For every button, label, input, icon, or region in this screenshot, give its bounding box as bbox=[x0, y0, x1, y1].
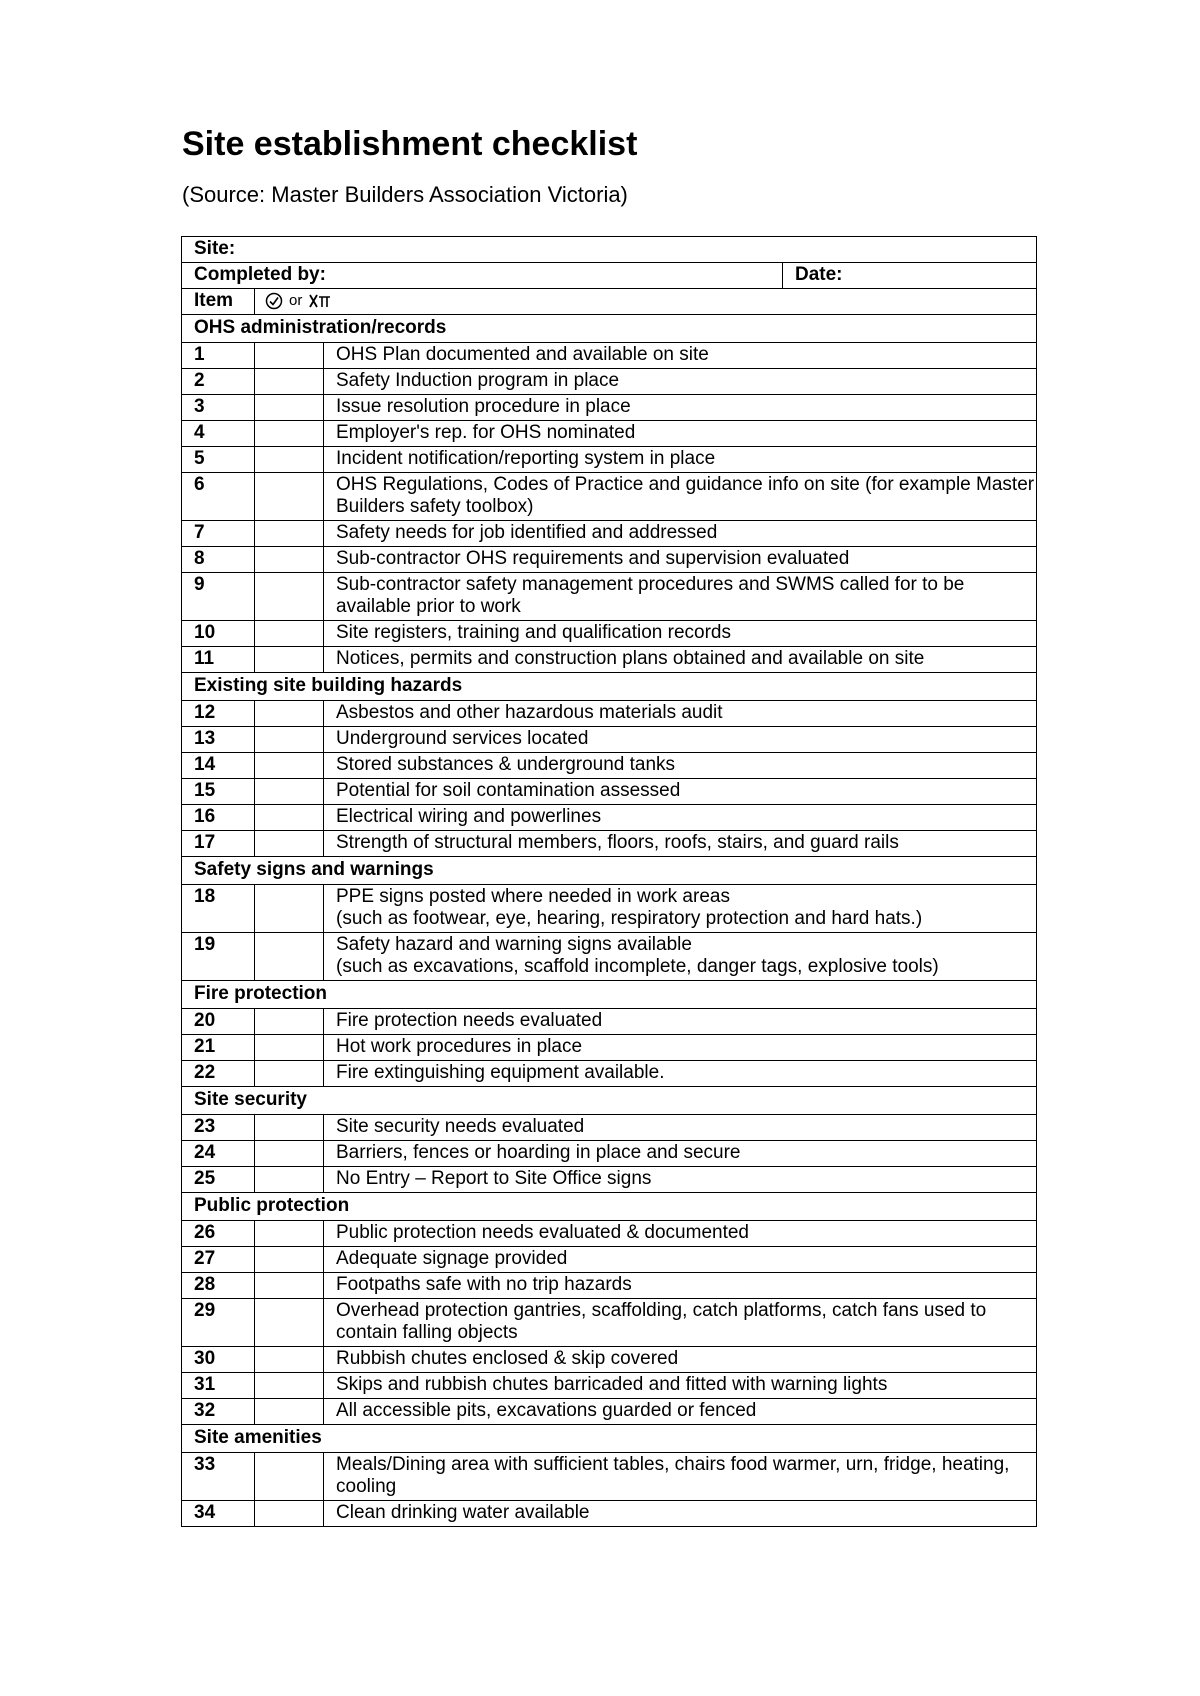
item-text: Meals/Dining area with sufficient tables, chairs food warmer, urn, fridge, heating, cooling bbox=[336, 1454, 1010, 1497]
item-number: 27 bbox=[182, 1247, 255, 1273]
item-description bbox=[324, 647, 1037, 673]
item-number: 5 bbox=[182, 447, 255, 473]
status-cell[interactable] bbox=[255, 701, 324, 727]
item-text: Hot work procedures in place bbox=[336, 1036, 583, 1057]
item-description bbox=[324, 1399, 1037, 1425]
site-label: Site: bbox=[194, 238, 236, 259]
item-description bbox=[324, 831, 1037, 857]
item-number: 31 bbox=[182, 1373, 255, 1399]
item-text: Fire protection needs evaluated bbox=[336, 1010, 603, 1031]
item-text: Skips and rubbish chutes barricaded and fitted with warning lights bbox=[336, 1374, 888, 1395]
status-cell[interactable] bbox=[255, 1167, 324, 1193]
section-heading: Existing site building hazards bbox=[182, 673, 1037, 701]
checklist-item-row bbox=[182, 1299, 1037, 1347]
checklist-item-row bbox=[182, 1273, 1037, 1299]
status-cell[interactable] bbox=[255, 1399, 324, 1425]
checklist-item-row bbox=[182, 1221, 1037, 1247]
item-description bbox=[324, 1167, 1037, 1193]
item-description bbox=[324, 547, 1037, 573]
item-description bbox=[324, 779, 1037, 805]
checklist-item-row bbox=[182, 1061, 1037, 1087]
item-text: Employer's rep. for OHS nominated bbox=[336, 422, 636, 443]
item-text: Barriers, fences or hoarding in place and secure bbox=[336, 1142, 741, 1163]
item-number: 8 bbox=[182, 547, 255, 573]
item-text: Notices, permits and construction plans obtained and available on site bbox=[336, 648, 925, 669]
item-description bbox=[324, 395, 1037, 421]
item-number: 33 bbox=[182, 1453, 255, 1501]
checklist-item-row bbox=[182, 753, 1037, 779]
section-heading: OHS administration/records bbox=[182, 315, 1037, 343]
item-number: 28 bbox=[182, 1273, 255, 1299]
item-number: 15 bbox=[182, 779, 255, 805]
item-text: Issue resolution procedure in place bbox=[336, 396, 631, 417]
checklist-item-row bbox=[182, 1501, 1037, 1527]
checklist-item-row bbox=[182, 421, 1037, 447]
item-description bbox=[324, 1115, 1037, 1141]
status-cell[interactable] bbox=[255, 1273, 324, 1299]
item-text: Adequate signage provided bbox=[336, 1248, 568, 1269]
section-heading-row bbox=[182, 981, 1037, 1009]
checklist-item-row bbox=[182, 1035, 1037, 1061]
status-cell[interactable] bbox=[255, 473, 324, 521]
source-note: (Source: Master Builders Association Victoria) bbox=[182, 182, 628, 207]
item-header-row bbox=[182, 289, 1037, 315]
item-description bbox=[324, 1247, 1037, 1273]
checklist-item-row bbox=[182, 447, 1037, 473]
item-number: 32 bbox=[182, 1399, 255, 1425]
checklist-item-row bbox=[182, 1115, 1037, 1141]
item-description bbox=[324, 1061, 1037, 1087]
status-cell[interactable] bbox=[255, 779, 324, 805]
item-number: 10 bbox=[182, 621, 255, 647]
item-description bbox=[324, 1453, 1037, 1501]
status-cell[interactable] bbox=[255, 885, 324, 933]
status-cell[interactable] bbox=[255, 1299, 324, 1347]
item-text: Safety Induction program in place bbox=[336, 370, 620, 391]
date-label: Date: bbox=[795, 264, 843, 285]
completed-by-label: Completed by: bbox=[194, 264, 326, 285]
status-cell[interactable] bbox=[255, 831, 324, 857]
status-cell[interactable] bbox=[255, 573, 324, 621]
item-description bbox=[324, 447, 1037, 473]
item-text: OHS Regulations, Codes of Practice and guidance info on site (for example Master Builders safety toolbox) bbox=[336, 474, 1035, 517]
checklist-item-row bbox=[182, 621, 1037, 647]
status-cell[interactable] bbox=[255, 1061, 324, 1087]
checklist-item-row bbox=[182, 933, 1037, 981]
status-cell[interactable] bbox=[255, 621, 324, 647]
item-text: Clean drinking water available bbox=[336, 1502, 590, 1523]
checklist-item-row bbox=[182, 885, 1037, 933]
checklist-item-row bbox=[182, 369, 1037, 395]
item-description bbox=[324, 1299, 1037, 1347]
section-heading-row bbox=[182, 1193, 1037, 1221]
item-number: 24 bbox=[182, 1141, 255, 1167]
item-text: Site security needs evaluated bbox=[336, 1116, 585, 1137]
checklist-item-row bbox=[182, 521, 1037, 547]
item-number: 18 bbox=[182, 885, 255, 933]
item-text: Overhead protection gantries, scaffolding, catch platforms, catch fans used to contain falling objects bbox=[336, 1300, 987, 1343]
status-cell[interactable] bbox=[255, 447, 324, 473]
item-number: 25 bbox=[182, 1167, 255, 1193]
section-heading: Fire protection bbox=[182, 981, 1037, 1009]
status-cell[interactable] bbox=[255, 1373, 324, 1399]
item-number: 9 bbox=[182, 573, 255, 621]
item-number: 29 bbox=[182, 1299, 255, 1347]
section-heading-row bbox=[182, 1425, 1037, 1453]
status-cell[interactable] bbox=[255, 933, 324, 981]
status-cell[interactable] bbox=[255, 421, 324, 447]
item-text: Potential for soil contamination assessed bbox=[336, 780, 681, 801]
cross-icon bbox=[308, 293, 332, 309]
item-description bbox=[324, 421, 1037, 447]
status-cell[interactable] bbox=[255, 1115, 324, 1141]
checklist-item-row bbox=[182, 547, 1037, 573]
item-number: 26 bbox=[182, 1221, 255, 1247]
checklist-item-row bbox=[182, 647, 1037, 673]
item-description bbox=[324, 1035, 1037, 1061]
checklist-item-row bbox=[182, 1373, 1037, 1399]
item-text: Sub-contractor OHS requirements and supervision evaluated bbox=[336, 548, 850, 569]
item-description bbox=[324, 343, 1037, 369]
item-number: 13 bbox=[182, 727, 255, 753]
item-text: Site registers, training and qualification records bbox=[336, 622, 731, 643]
status-cell[interactable] bbox=[255, 1501, 324, 1527]
item-text: Sub-contractor safety management procedures and SWMS called for to be available prior to work bbox=[336, 574, 965, 617]
item-description bbox=[324, 573, 1037, 621]
checklist-item-row bbox=[182, 1009, 1037, 1035]
item-number: 21 bbox=[182, 1035, 255, 1061]
checklist-item-row bbox=[182, 573, 1037, 621]
item-description bbox=[324, 727, 1037, 753]
date-field[interactable] bbox=[783, 263, 1037, 289]
status-cell[interactable] bbox=[255, 547, 324, 573]
checklist-item-row bbox=[182, 805, 1037, 831]
item-text-note: (such as excavations, scaffold incomplete, danger tags, explosive tools) bbox=[336, 956, 939, 977]
item-number: 19 bbox=[182, 933, 255, 981]
status-cell[interactable] bbox=[255, 369, 324, 395]
status-cell[interactable] bbox=[255, 1035, 324, 1061]
section-heading: Site security bbox=[182, 1087, 1037, 1115]
icon-separator: or bbox=[289, 292, 303, 309]
status-cell[interactable] bbox=[255, 343, 324, 369]
checklist-item-row bbox=[182, 1453, 1037, 1501]
item-text: Strength of structural members, floors, roofs, stairs, and guard rails bbox=[336, 832, 899, 853]
item-text-note: (such as footwear, eye, hearing, respiratory protection and hard hats.) bbox=[336, 908, 923, 929]
status-legend bbox=[255, 289, 1037, 315]
status-cell[interactable] bbox=[255, 1141, 324, 1167]
item-number: 20 bbox=[182, 1009, 255, 1035]
checklist-item-row bbox=[182, 831, 1037, 857]
checklist-body bbox=[182, 237, 1037, 1527]
checklist-item-row bbox=[182, 1167, 1037, 1193]
item-text: Safety hazard and warning signs available bbox=[336, 934, 692, 955]
item-description bbox=[324, 1501, 1037, 1527]
item-text: No Entry – Report to Site Office signs bbox=[336, 1168, 652, 1189]
checklist-item-row bbox=[182, 395, 1037, 421]
item-header bbox=[182, 289, 255, 315]
section-heading: Site amenities bbox=[182, 1425, 1037, 1453]
status-cell[interactable] bbox=[255, 1221, 324, 1247]
page-title: Site establishment checklist bbox=[182, 125, 638, 163]
status-cell[interactable] bbox=[255, 395, 324, 421]
item-number: 23 bbox=[182, 1115, 255, 1141]
item-text: Asbestos and other hazardous materials audit bbox=[336, 702, 723, 723]
item-description bbox=[324, 1141, 1037, 1167]
item-number: 2 bbox=[182, 369, 255, 395]
item-description bbox=[324, 1009, 1037, 1035]
item-description bbox=[324, 521, 1037, 547]
item-description bbox=[324, 753, 1037, 779]
item-number: 6 bbox=[182, 473, 255, 521]
item-text: Fire extinguishing equipment available. bbox=[336, 1062, 665, 1083]
status-cell[interactable] bbox=[255, 521, 324, 547]
item-number: 3 bbox=[182, 395, 255, 421]
item-text: All accessible pits, excavations guarded or fenced bbox=[336, 1400, 757, 1421]
item-number: 30 bbox=[182, 1347, 255, 1373]
section-heading-row bbox=[182, 1087, 1037, 1115]
checklist-item-row bbox=[182, 473, 1037, 521]
item-description bbox=[324, 369, 1037, 395]
status-cell[interactable] bbox=[255, 647, 324, 673]
section-heading: Public protection bbox=[182, 1193, 1037, 1221]
item-text: OHS Plan documented and available on site bbox=[336, 344, 709, 365]
item-text: Public protection needs evaluated & documented bbox=[336, 1222, 749, 1243]
item-number: 1 bbox=[182, 343, 255, 369]
item-number: 34 bbox=[182, 1501, 255, 1527]
checklist-item-row bbox=[182, 727, 1037, 753]
section-heading: Safety signs and warnings bbox=[182, 857, 1037, 885]
item-number: 11 bbox=[182, 647, 255, 673]
item-text: Safety needs for job identified and addressed bbox=[336, 522, 718, 543]
item-description bbox=[324, 621, 1037, 647]
status-cell[interactable] bbox=[255, 1009, 324, 1035]
item-description bbox=[324, 1373, 1037, 1399]
item-text: Rubbish chutes enclosed & skip covered bbox=[336, 1348, 679, 1369]
checklist-item-row bbox=[182, 779, 1037, 805]
item-number: 4 bbox=[182, 421, 255, 447]
item-number: 12 bbox=[182, 701, 255, 727]
status-cell[interactable] bbox=[255, 1453, 324, 1501]
site-field[interactable] bbox=[182, 237, 1037, 263]
section-heading-row bbox=[182, 673, 1037, 701]
item-description bbox=[324, 473, 1037, 521]
checklist-item-row bbox=[182, 1141, 1037, 1167]
completed-by-field[interactable] bbox=[182, 263, 783, 289]
item-text: Footpaths safe with no trip hazards bbox=[336, 1274, 632, 1295]
item-text: Stored substances & underground tanks bbox=[336, 754, 676, 775]
item-description bbox=[324, 701, 1037, 727]
completed-by-row bbox=[182, 263, 1037, 289]
item-description bbox=[324, 1347, 1037, 1373]
item-description bbox=[324, 933, 1037, 981]
checklist-item-row bbox=[182, 1247, 1037, 1273]
checklist-table bbox=[181, 236, 1037, 1527]
status-cell[interactable] bbox=[255, 805, 324, 831]
item-description bbox=[324, 885, 1037, 933]
item-number: 14 bbox=[182, 753, 255, 779]
item-number: 16 bbox=[182, 805, 255, 831]
tick-circle-icon bbox=[265, 292, 283, 310]
section-heading-row bbox=[182, 315, 1037, 343]
item-description bbox=[324, 1273, 1037, 1299]
checklist-item-row bbox=[182, 1347, 1037, 1373]
section-heading-row bbox=[182, 857, 1037, 885]
checklist-item-row bbox=[182, 343, 1037, 369]
item-number: 17 bbox=[182, 831, 255, 857]
status-cell[interactable] bbox=[255, 1247, 324, 1273]
status-cell[interactable] bbox=[255, 753, 324, 779]
item-label: Item bbox=[194, 290, 234, 311]
item-description bbox=[324, 1221, 1037, 1247]
site-row bbox=[182, 237, 1037, 263]
checklist-item-row bbox=[182, 1399, 1037, 1425]
item-text: Electrical wiring and powerlines bbox=[336, 806, 602, 827]
status-cell[interactable] bbox=[255, 727, 324, 753]
item-text: PPE signs posted where needed in work areas bbox=[336, 886, 730, 907]
item-number: 7 bbox=[182, 521, 255, 547]
item-description bbox=[324, 805, 1037, 831]
status-cell[interactable] bbox=[255, 1347, 324, 1373]
item-number: 22 bbox=[182, 1061, 255, 1087]
item-text: Incident notification/reporting system in place bbox=[336, 448, 716, 469]
checklist-item-row bbox=[182, 701, 1037, 727]
item-text: Underground services located bbox=[336, 728, 589, 749]
